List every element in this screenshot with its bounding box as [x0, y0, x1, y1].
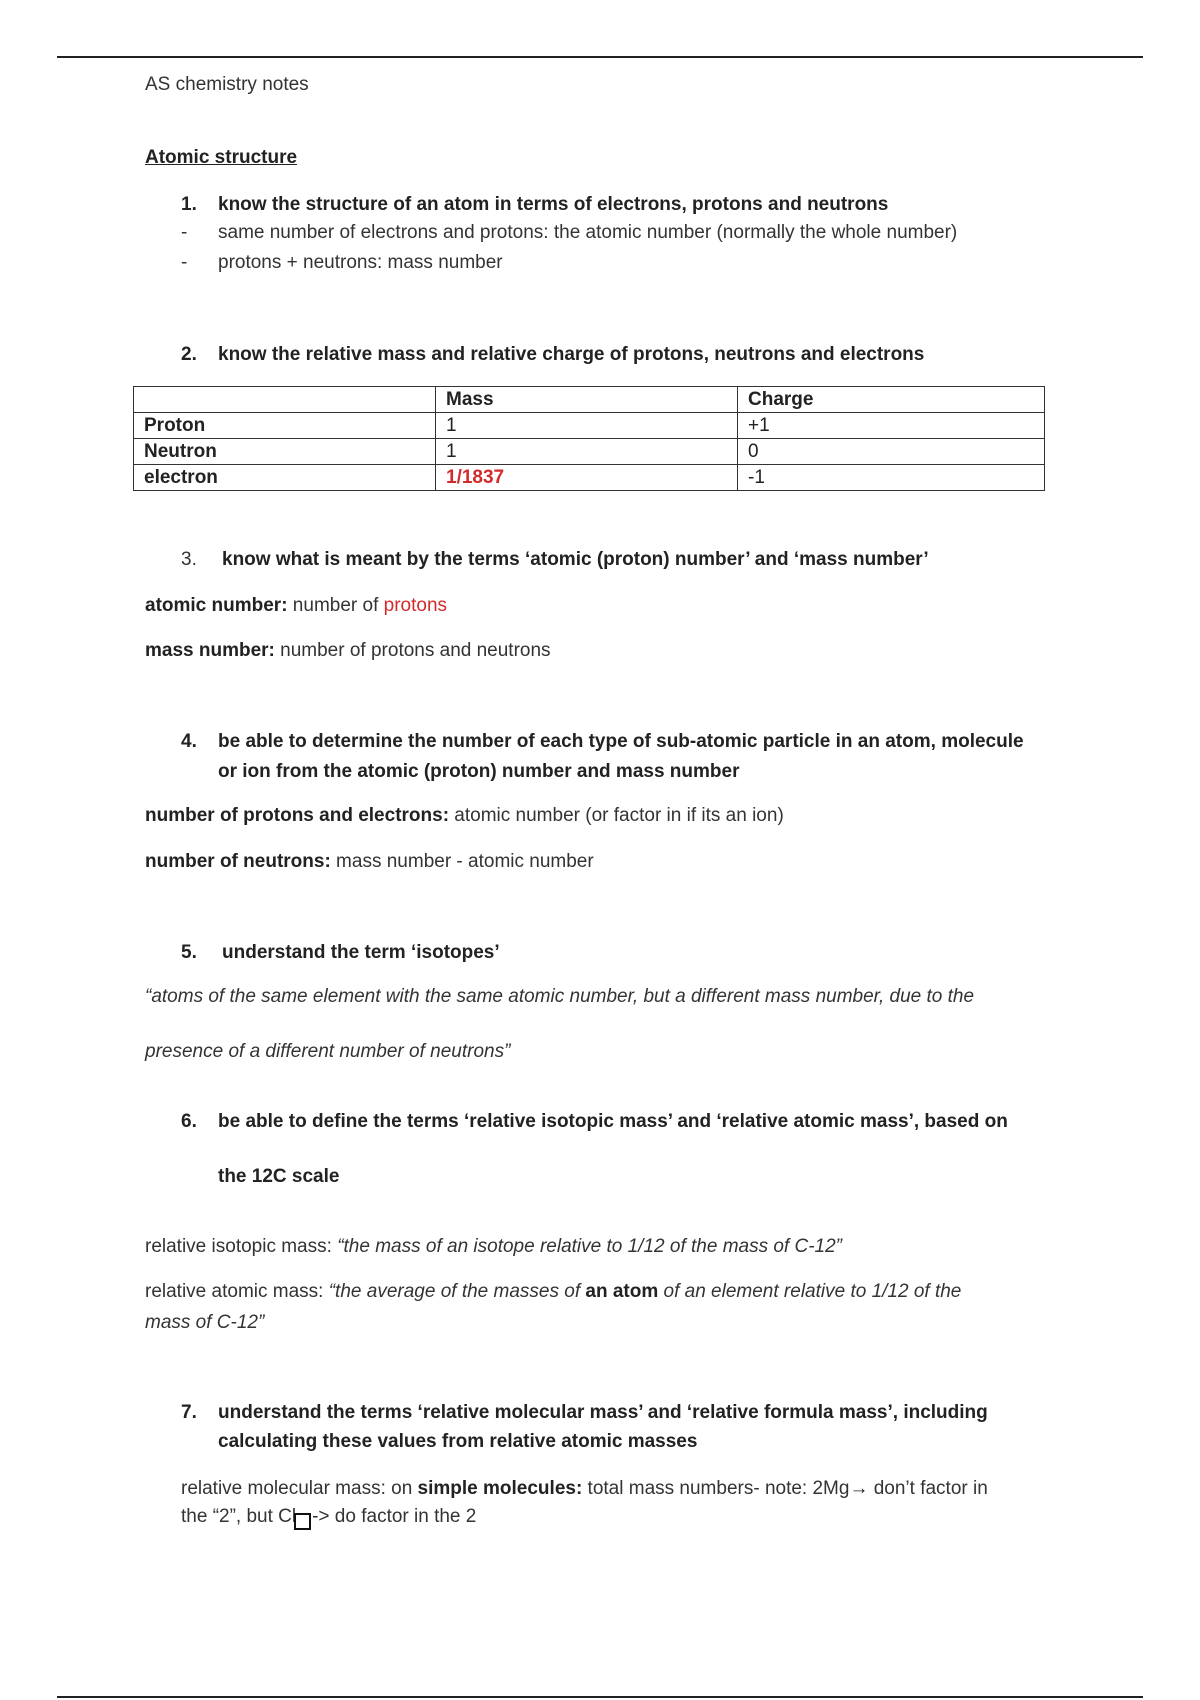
bullet-text: same number of electrons and protons: the atomic number (normally the whole number): [218, 222, 958, 243]
bottom-rule: [57, 1696, 1143, 1698]
table-cell: Proton: [134, 413, 436, 439]
isotope-quote-line1: “atoms of the same element with the same atomic number, but a different mass number, due to the: [145, 986, 975, 1007]
highlight-text: protons: [383, 595, 448, 616]
document-header: AS chemistry notes: [145, 74, 309, 95]
term-label: atomic number:: [145, 595, 288, 616]
item-number-5: 5.: [181, 942, 197, 963]
item-number-2: 2.: [181, 344, 197, 365]
item-heading-6-line2: the 12C scale: [218, 1166, 340, 1187]
definition-text: number of protons and neutrons: [274, 640, 551, 661]
term-label: relative atomic mass:: [145, 1281, 329, 1302]
neutrons-definition: [145, 851, 594, 873]
relative-molecular-mass-line2: [181, 1506, 476, 1530]
atomic-number-definition: [145, 595, 447, 617]
definition-text: mass number - atomic number: [330, 851, 594, 872]
bullet-dash: -: [181, 252, 188, 273]
definition-quote: of an element relative to 1/12 of the: [658, 1281, 962, 1302]
emphasis-text: simple molecules:: [417, 1478, 583, 1499]
item-number-3: 3.: [181, 549, 197, 570]
table-cell: -1: [738, 465, 1045, 491]
term-label: number of protons and electrons:: [145, 805, 450, 826]
relative-atomic-mass-definition: [145, 1281, 961, 1303]
table-header-cell: Mass: [436, 387, 738, 413]
top-rule: [57, 56, 1143, 58]
mass-number-definition: [145, 640, 551, 662]
term-label: mass number:: [145, 640, 275, 661]
table-cell: 1/1837: [436, 465, 738, 491]
item-number-4: 4.: [181, 731, 197, 752]
bullet-text: protons + neutrons: mass number: [218, 252, 503, 273]
term-label: relative isotopic mass:: [145, 1236, 338, 1257]
table-cell: 1: [436, 439, 738, 465]
relative-atomic-mass-line2: mass of C-12”: [145, 1312, 265, 1333]
definition-text: -> do factor in the 2: [312, 1506, 477, 1527]
item-heading-6: be able to define the terms ‘relative isotopic mass’ and ‘relative atomic mass’, based on: [218, 1111, 1008, 1132]
table-cell: 0: [738, 439, 1045, 465]
definition-text: atomic number (or factor in if its an ion): [449, 805, 784, 826]
item-number-7: 7.: [181, 1402, 197, 1423]
isotope-quote-line2: presence of a different number of neutrons”: [145, 1041, 511, 1062]
term-label: number of neutrons:: [145, 851, 331, 872]
item-heading-2: know the relative mass and relative charge of protons, neutrons and electrons: [218, 344, 925, 365]
table-cell: electron: [134, 465, 436, 491]
definition-text: relative molecular mass: on: [181, 1478, 418, 1499]
missing-glyph-box-icon: [294, 1513, 311, 1530]
table-cell: +1: [738, 413, 1045, 439]
item-heading-7: understand the terms ‘relative molecular mass’ and ‘relative formula mass’, including: [218, 1402, 988, 1423]
item-heading-3: know what is meant by the terms ‘atomic (proton) number’ and ‘mass number’: [222, 549, 929, 570]
item-heading-7-line2: calculating these values from relative atomic masses: [218, 1431, 698, 1452]
section-title: Atomic structure: [145, 147, 298, 168]
definition-quote: “the mass of an isotope relative to 1/12 of the mass of C-12”: [337, 1236, 842, 1257]
table-header-cell: Charge: [738, 387, 1045, 413]
definition-text: number of: [287, 595, 384, 616]
relative-molecular-mass-line1: [181, 1478, 988, 1500]
bullet-dash: -: [181, 222, 188, 243]
table-row: [134, 439, 1045, 465]
definition-text: total mass numbers- note: 2Mg: [582, 1478, 850, 1499]
protons-electrons-definition: [145, 805, 784, 827]
table-row: [134, 413, 1045, 439]
item-heading-1: know the structure of an atom in terms of electrons, protons and neutrons: [218, 194, 889, 215]
table-cell: 1: [436, 413, 738, 439]
table-header-row: [134, 387, 1045, 413]
item-heading-4: be able to determine the number of each type of sub-atomic particle in an atom, molecule: [218, 731, 1024, 752]
table-header-cell: [134, 387, 436, 413]
arrow-icon: →: [849, 1478, 869, 1499]
table-row: [134, 465, 1045, 491]
definition-text: don’t factor in: [868, 1478, 988, 1499]
definition-text: the “2”, but Cl: [181, 1506, 297, 1527]
emphasis-text: an atom: [585, 1281, 659, 1302]
relative-isotopic-mass-definition: [145, 1236, 842, 1258]
item-heading-5: understand the term ‘isotopes’: [222, 942, 500, 963]
item-number-1: 1.: [181, 194, 197, 215]
definition-quote: “the average of the masses of: [328, 1281, 586, 1302]
item-heading-4-line2: or ion from the atomic (proton) number and mass number: [218, 761, 740, 782]
particle-table: [133, 386, 1045, 491]
item-number-6: 6.: [181, 1111, 197, 1132]
table-cell: Neutron: [134, 439, 436, 465]
